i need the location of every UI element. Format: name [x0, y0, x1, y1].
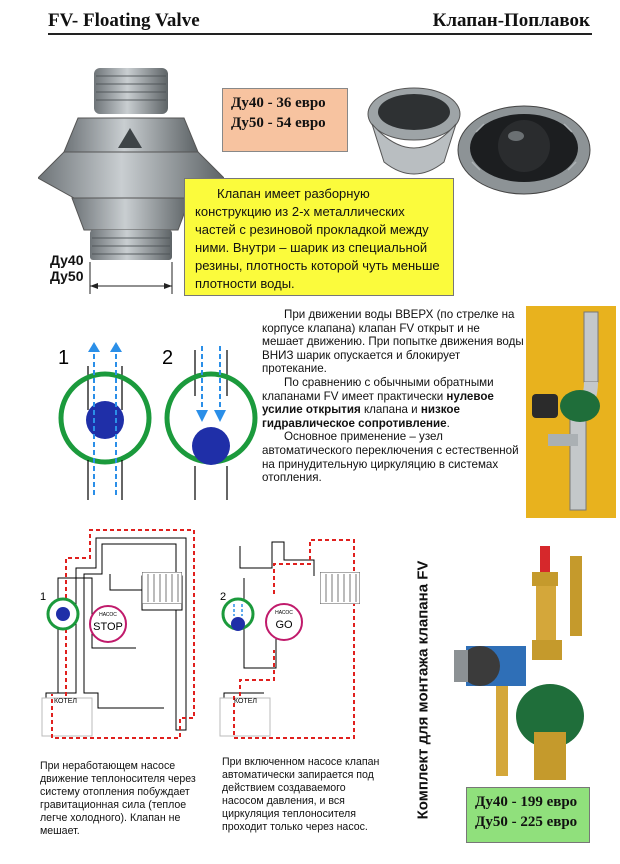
radiator-right [320, 572, 360, 604]
caption-pump-on: При включенном насосе клапан автоматически запирается под действием создаваемого насосом давления, и вся циркуляция теплоносителя проходит только через насос. [222, 756, 380, 833]
svg-text:НАСОС: НАСОС [275, 610, 293, 616]
go-label: GO [275, 619, 293, 631]
page-title-left: FV- Floating Valve [48, 10, 200, 31]
svg-text:НАСОС: НАСОС [99, 612, 117, 618]
main-paragraph-3: Основное применение – узел автоматического переключения с естественной на принудительную циркуляцию в системах отопления. [262, 430, 519, 485]
main-paragraph-2: По сравнению с обычными обратными клапанами FV имеет практически нулевое усилие открытия клапана и низкое гидравлическое сопротивление. [262, 375, 494, 430]
title-underline [48, 33, 592, 35]
description-box [184, 178, 454, 296]
description-text: Клапан имеет разборную конструкцию из 2-х металлических частей с резиновой прокладкой между ними. Внутри – шарик из специальной резины, плотность которой чуть меньше плотности воды. [195, 186, 440, 291]
diagram-number-1: 1 [58, 347, 70, 369]
svg-text:1: 1 [40, 591, 47, 603]
main-paragraph-1: При движении воды ВВЕРХ (по стрелке на корпусе клапана) клапан FV открыт и не мешает движению. При попытке движения воды ВНИЗ шарик опускается и блокирует протекание. [262, 308, 524, 376]
ball-closed [192, 427, 230, 465]
ball-open [86, 401, 124, 439]
flow-diagram [50, 340, 260, 510]
svg-text:КОТЕЛ: КОТЕЛ [234, 698, 257, 705]
price-box-kit: Ду40 - 199 евро Ду50 - 225 евро [466, 787, 590, 843]
schematic-pump-on [214, 518, 384, 752]
boiler-label: КОТЕЛ [54, 698, 77, 705]
main-text [262, 308, 524, 485]
radiator-left [142, 572, 182, 604]
diagram-number-2: 2 [162, 347, 174, 369]
svg-text:2: 2 [220, 591, 227, 603]
page-title-right: Клапан-Поплавок [432, 10, 590, 31]
caption-pump-off: При неработающем насосе движение теплоносителя через систему отопления побуждает гравитационная сила (теплое легче холодного). Клапан не мешает. [40, 760, 196, 837]
kit-title: Комплект для монтажа клапана FV [414, 560, 432, 820]
kit-photo [440, 536, 610, 784]
dimension-label: Ду40 Ду50 [50, 252, 84, 284]
schematic-pump-off [36, 518, 206, 752]
price-box-valve: Ду40 - 36 евро Ду50 - 54 евро [222, 88, 348, 152]
stop-label: STOP [93, 621, 123, 633]
installation-photo [526, 306, 616, 518]
